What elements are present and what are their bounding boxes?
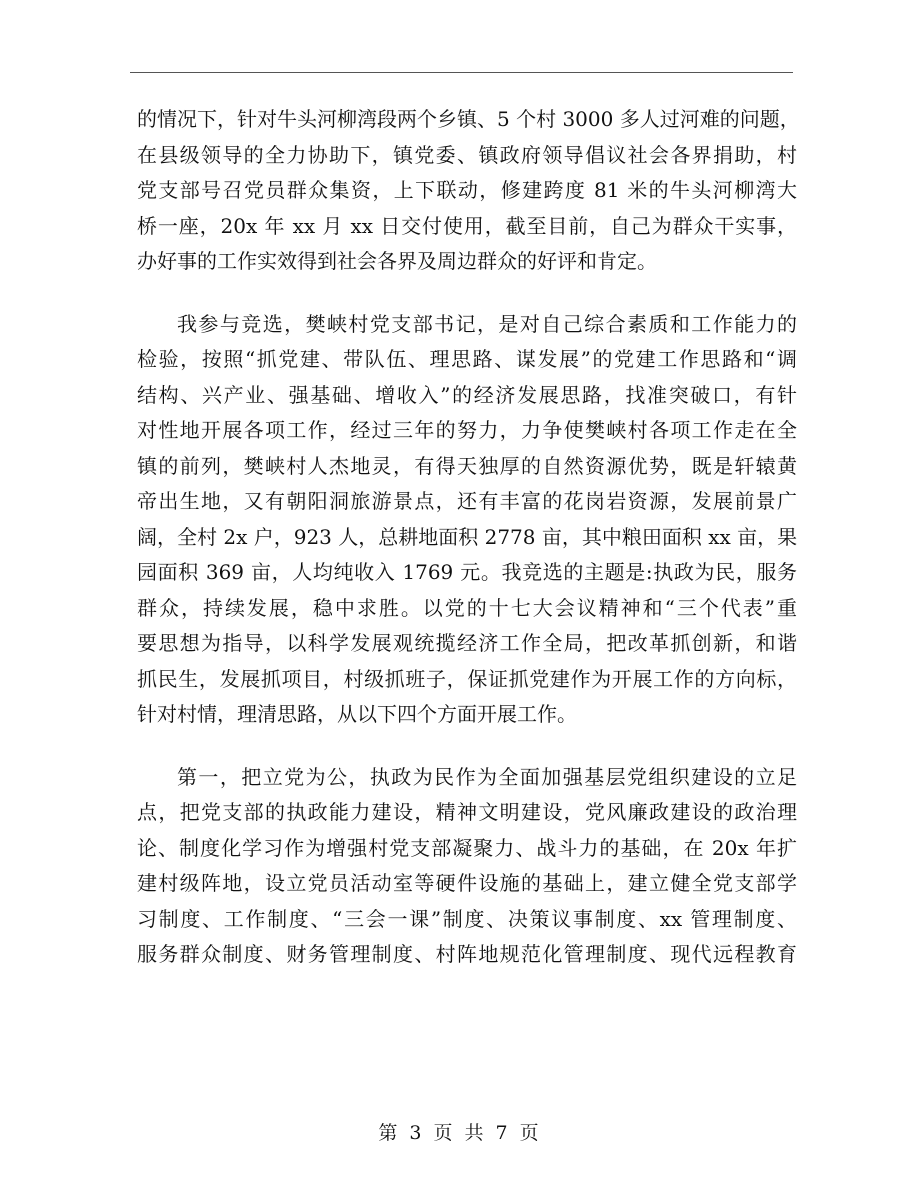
text-line: 第一，把立党为公，执政为民作为全面加强基层党组织建设的立足 — [177, 764, 797, 789]
paragraph-2 — [137, 307, 797, 733]
text-line: 论、制度化学习作为增强村党支部凝聚力、战斗力的基础，在 20x 年扩 — [137, 835, 797, 860]
text-line: 检验，按照“抓党建、带队伍、理思路、谋发展”的党建工作思路和“调 — [137, 347, 797, 371]
text-line: 阔，全村 2x 户，923 人，总耕地面积 2778 亩，其中粮田面积 xx 亩，果 — [137, 524, 798, 549]
paragraph-1 — [137, 102, 800, 280]
page-number: 第 3 页 共 7 页 — [378, 1122, 542, 1144]
text-line: 群众，持续发展，稳中求胜。以党的十七大会议精神和“三个代表”重 — [137, 595, 797, 620]
text-line: 要思想为指导，以科学发展观统揽经济工作全局，把改革抓创新，和谐 — [137, 631, 797, 655]
text-line: 习制度、工作制度、“三会一课”制度、决策议事制度、xx 管理制度、 — [137, 906, 797, 931]
text-line: 桥一座，20x 年 xx 月 xx 日交付使用，截至目前，自己为群众干实事， — [137, 213, 797, 238]
text-line: 镇的前列，樊峡村人杰地灵，有得天独厚的自然资源优势，既是轩辕黄 — [137, 453, 797, 478]
text-line: 我参与竞选，樊峡村党支部书记，是对自己综合素质和工作能力的 — [177, 311, 797, 336]
text-line: 党支部号召党员群众集资，上下联动，修建跨度 81 米的牛头河柳湾大 — [137, 178, 797, 202]
text-line: 点，把党支部的执政能力建设，精神文明建设，党风廉政建设的政治理 — [137, 800, 797, 824]
text-line: 建村级阵地，设立党员活动室等硬件设施的基础上，建立健全党支部学 — [137, 871, 797, 895]
text-line: 帝出生地，又有朝阳洞旅游景点，还有丰富的花岗岩资源，发展前景广 — [137, 489, 797, 513]
paragraph-3 — [137, 760, 797, 973]
text-line: 对性地开展各项工作，经过三年的努力，力争使樊峡村各项工作走在全 — [137, 418, 797, 442]
text-line: 抓民生，发展抓项目，村级抓班子，保证抓党建作为开展工作的方向标， — [137, 666, 797, 691]
document-body — [137, 102, 800, 973]
text-line: 针对村情，理清思路，从以下四个方面开展工作。 — [137, 702, 577, 726]
text-line: 结构、兴产业、强基础、增收入”的经济发展思路，找准突破口，有针 — [137, 382, 797, 407]
text-line: 办好事的工作实效得到社会各界及周边群众的好评和肯定。 — [137, 249, 657, 273]
text-line: 的情况下，针对牛头河柳湾段两个乡镇、5 个村 3000 多人过河难的问题， — [137, 107, 800, 131]
text-line: 在县级领导的全力协助下，镇党委、镇政府领导倡议社会各界捐助，村 — [137, 142, 797, 167]
text-line: 服务群众制度、财务管理制度、村阵地规范化管理制度、现代远程教育 — [137, 942, 797, 966]
text-line: 园面积 369 亩，人均纯收入 1769 元。我竞选的主题是:执政为民，服务 — [137, 560, 797, 584]
header-rule — [130, 72, 793, 73]
